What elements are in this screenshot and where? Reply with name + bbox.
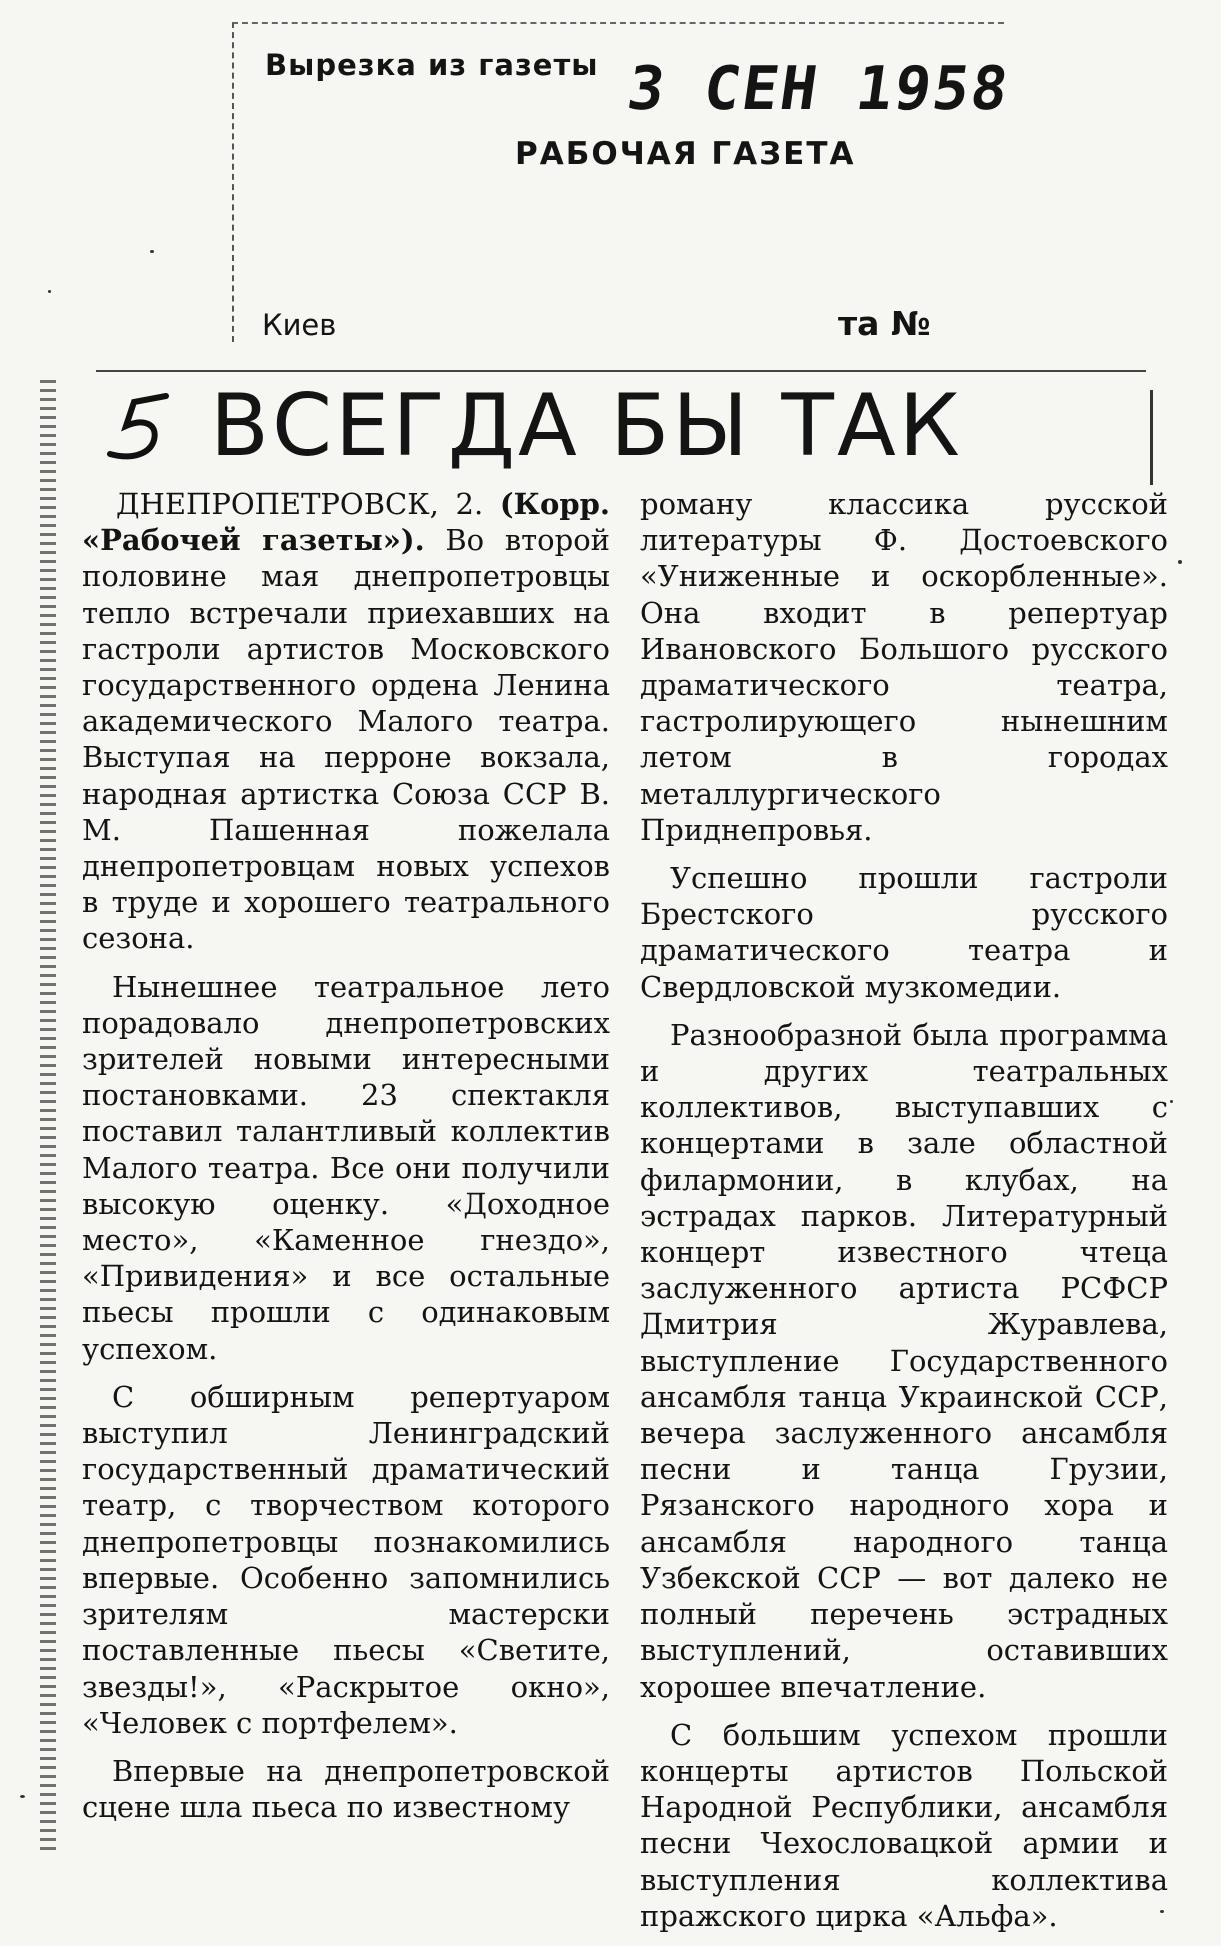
paragraph-text: Во второй половине мая днепропетровцы тепло встречали приехавших на гастроли артистов Московского государственного ордена Ленина академического Малого театра. Выступая на перроне вокзала, народная артистка Союза ССР В. М. Пашенная пожелала днепропетровцам новых успехов в труде и хорошего театрального сезона. [82,523,610,956]
dateline: ДНЕПРОПЕТРОВСК, 2. [116,487,484,521]
handwritten-number-mark [96,388,186,468]
side-rule [1150,390,1153,485]
correspondent-credit: (Корр. «Рабочей газеты»). [82,487,610,558]
binding-perforation [40,380,56,1850]
paragraph [82,486,610,957]
print-speck [150,250,154,253]
article-headline: ВСЕГДА БЫ ТАК [210,376,963,476]
print-speck [48,290,51,293]
paragraph: Успешно прошли гастроли Брестского русского драматического театра и Свердловской музкомедии. [640,861,1168,1004]
article-column-right [640,486,1168,1946]
newspaper-name: РАБОЧАЯ ГАЗЕТА [515,136,856,172]
print-speck [1160,1910,1164,1913]
paragraph: С обширным репертуаром выступил Ленинградский государственный драматический театр, с творчеством которого днепропетровцы познакомились впервые. Особенно запомнились зрителям мастерски поставленные пьесы «Светите, звезды!», «Раскрытое окно», «Человек с портфелем». [82,1379,610,1740]
paragraph: С большим успехом прошли концерты артистов Польской Народной Республики, ансамбля песни Чехословацкой армии и выступления коллектива пражского цирка «Альфа». [640,1717,1168,1933]
clipping-label: Вырезка из газеты [265,48,599,82]
city-label: Киев [262,308,337,342]
print-speck [1178,560,1182,564]
paragraph: Нынешнее театральное лето порадовало днепропетровских зрителей новыми интересными постановками. 23 спектакля поставил талантливый коллектив Малого театра. Все они получили высокую оценку. «Доходное место», «Каменное гнездо», «Привидения» и все остальные пьесы прошли с одинаковым успехом. [82,969,610,1366]
headline-rule [96,370,1146,372]
print-speck [1170,1100,1173,1103]
print-speck [20,1795,25,1798]
issue-number-label: та № [838,304,931,343]
article-column-left [82,486,610,1837]
paragraph: роману классика русской литературы Ф. Достоевского «Униженные и оскорбленные». Она входит в репертуар Ивановского Большого русского драматического театра, гастролирующего нынешним летом в городах металлургического Приднепровья. [640,487,1168,847]
date-stamp: 3 СЕН 1958 [623,54,1015,124]
paragraph: Впервые на днепропетровской сцене шла пьеса по известному [82,1753,610,1825]
paragraph: Разнообразной была программа и других театральных коллективов, выступавших с концертами в зале областной филармонии, в клубах, на эстрадах парков. Литературный концерт известного чтеца заслуженного артиста РСФСР Дмитрия Журавлева, выступление Государственного ансамбля танца Украинской ССР, вечера заслуженного ансамбля песни и танца Грузии, Рязанского народного хора и ансамбля народного танца Узбекской ССР — вот далеко не полный перечень эстрадных выступлений, оставивших хорошее впечатление. [640,1017,1168,1704]
